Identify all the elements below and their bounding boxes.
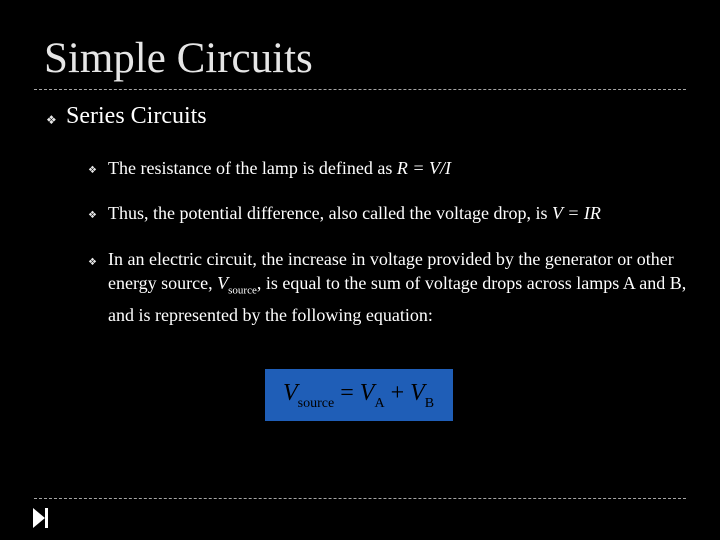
eq-plus: +: [384, 380, 411, 406]
diamond-bullet-icon: ❖: [88, 165, 97, 176]
bullet-text: In an electric circuit, the increase in voltage provided by the generator or other energy source,: [108, 249, 674, 293]
slide-title: Simple Circuits: [44, 35, 313, 82]
equation: [283, 380, 434, 412]
eq-sub-a: A: [374, 396, 385, 411]
diamond-bullet-icon: ❖: [88, 257, 97, 268]
symbol-v: V: [217, 273, 229, 293]
bullet-text: Thus, the potential difference, also called the voltage drop, is: [108, 203, 553, 223]
eq-sub-b: B: [424, 396, 435, 411]
diamond-bullet-icon: ❖: [46, 113, 57, 127]
bullet-text-cont: , is equal to the sum of voltage drops across lamps A and B, and is represented by the following equation:: [108, 273, 687, 325]
eq-sub-source: source: [297, 396, 335, 411]
eq-equals: =: [334, 380, 360, 406]
diamond-bullet-icon: ❖: [88, 210, 97, 221]
bullet-resistance: [108, 156, 688, 180]
bullet-voltage-drop: [108, 201, 688, 225]
eq-v-b: V: [410, 380, 425, 406]
play-bar[interactable]: [45, 508, 48, 528]
title-divider: [34, 89, 686, 90]
formula-resistance: R = V/I: [396, 158, 452, 178]
bullet-text: The resistance of the lamp is defined as: [108, 158, 397, 178]
section-heading: Series Circuits: [66, 103, 207, 129]
eq-v-a: V: [359, 380, 375, 406]
bullet-voltage-source: [108, 247, 688, 327]
subscript-source: source: [228, 284, 257, 297]
play-triangle[interactable]: [33, 508, 45, 528]
eq-v-source: V: [283, 380, 298, 406]
formula-voltage-drop: V = IR: [552, 203, 601, 223]
footer-divider: [34, 498, 686, 499]
